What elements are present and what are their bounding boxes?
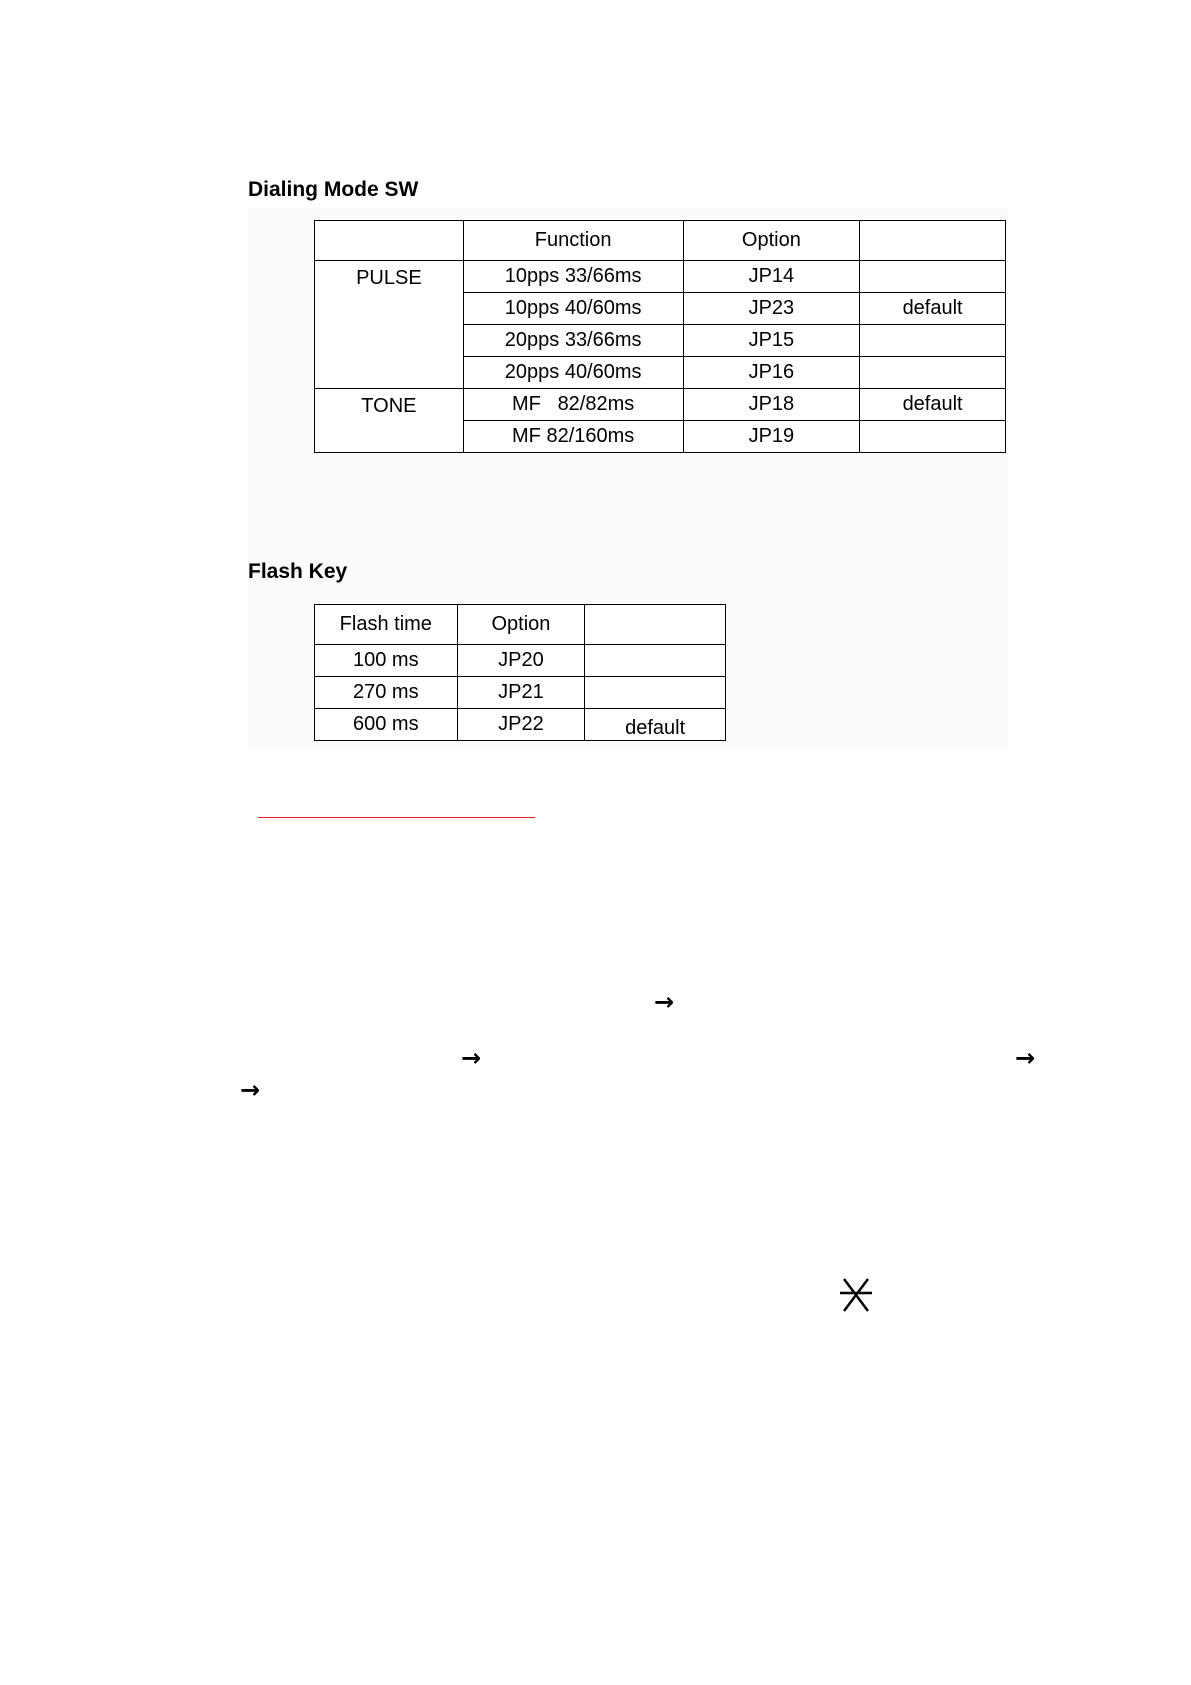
column-header-note (585, 605, 726, 645)
option-cell: JP16 (683, 357, 860, 389)
note-cell: default (860, 293, 1006, 325)
group-label-tone: TONE (315, 389, 464, 453)
table-header-row (315, 605, 726, 645)
option-cell: JP23 (683, 293, 860, 325)
note-cell (860, 325, 1006, 357)
flash-time-cell: 270 ms (315, 677, 458, 709)
note-cell: default (585, 709, 726, 741)
table-row (315, 645, 726, 677)
asterisk-icon (838, 1277, 874, 1313)
flash-key-title: Flash Key (248, 560, 348, 583)
arrow-icon: → (654, 988, 675, 1016)
column-header (315, 221, 464, 261)
dialing-mode-table (314, 220, 1006, 453)
table-row (315, 709, 726, 741)
function-cell: MF 82/160ms (463, 421, 683, 453)
note-cell (585, 677, 726, 709)
dialing-mode-title: Dialing Mode SW (248, 178, 419, 201)
flash-key-table (314, 604, 726, 741)
function-cell: 10pps 40/60ms (463, 293, 683, 325)
table-row (315, 677, 726, 709)
flash-time-cell: 100 ms (315, 645, 458, 677)
function-cell: 20pps 33/66ms (463, 325, 683, 357)
note-cell (860, 357, 1006, 389)
option-cell: JP14 (683, 261, 860, 293)
arrow-icon: → (461, 1044, 482, 1072)
arrow-icon: → (1015, 1044, 1036, 1072)
function-cell: MF 82/82ms (463, 389, 683, 421)
option-cell: JP22 (457, 709, 585, 741)
flash-time-cell: 600 ms (315, 709, 458, 741)
note-cell: default (860, 389, 1006, 421)
table-row (315, 261, 1006, 293)
arrow-icon: → (240, 1076, 261, 1104)
red-underline (258, 817, 535, 818)
option-cell: JP21 (457, 677, 585, 709)
option-cell: JP15 (683, 325, 860, 357)
option-cell: JP19 (683, 421, 860, 453)
table-header-row (315, 221, 1006, 261)
table-row (315, 389, 1006, 421)
note-cell (860, 261, 1006, 293)
column-header-note (860, 221, 1006, 261)
note-cell (860, 421, 1006, 453)
option-cell: JP18 (683, 389, 860, 421)
column-header-flash-time: Flash time (315, 605, 458, 645)
column-header-option: Option (457, 605, 585, 645)
function-cell: 20pps 40/60ms (463, 357, 683, 389)
note-cell (585, 645, 726, 677)
column-header-function: Function (463, 221, 683, 261)
function-cell: 10pps 33/66ms (463, 261, 683, 293)
column-header-option: Option (683, 221, 860, 261)
group-label-pulse: PULSE (315, 261, 464, 389)
option-cell: JP20 (457, 645, 585, 677)
